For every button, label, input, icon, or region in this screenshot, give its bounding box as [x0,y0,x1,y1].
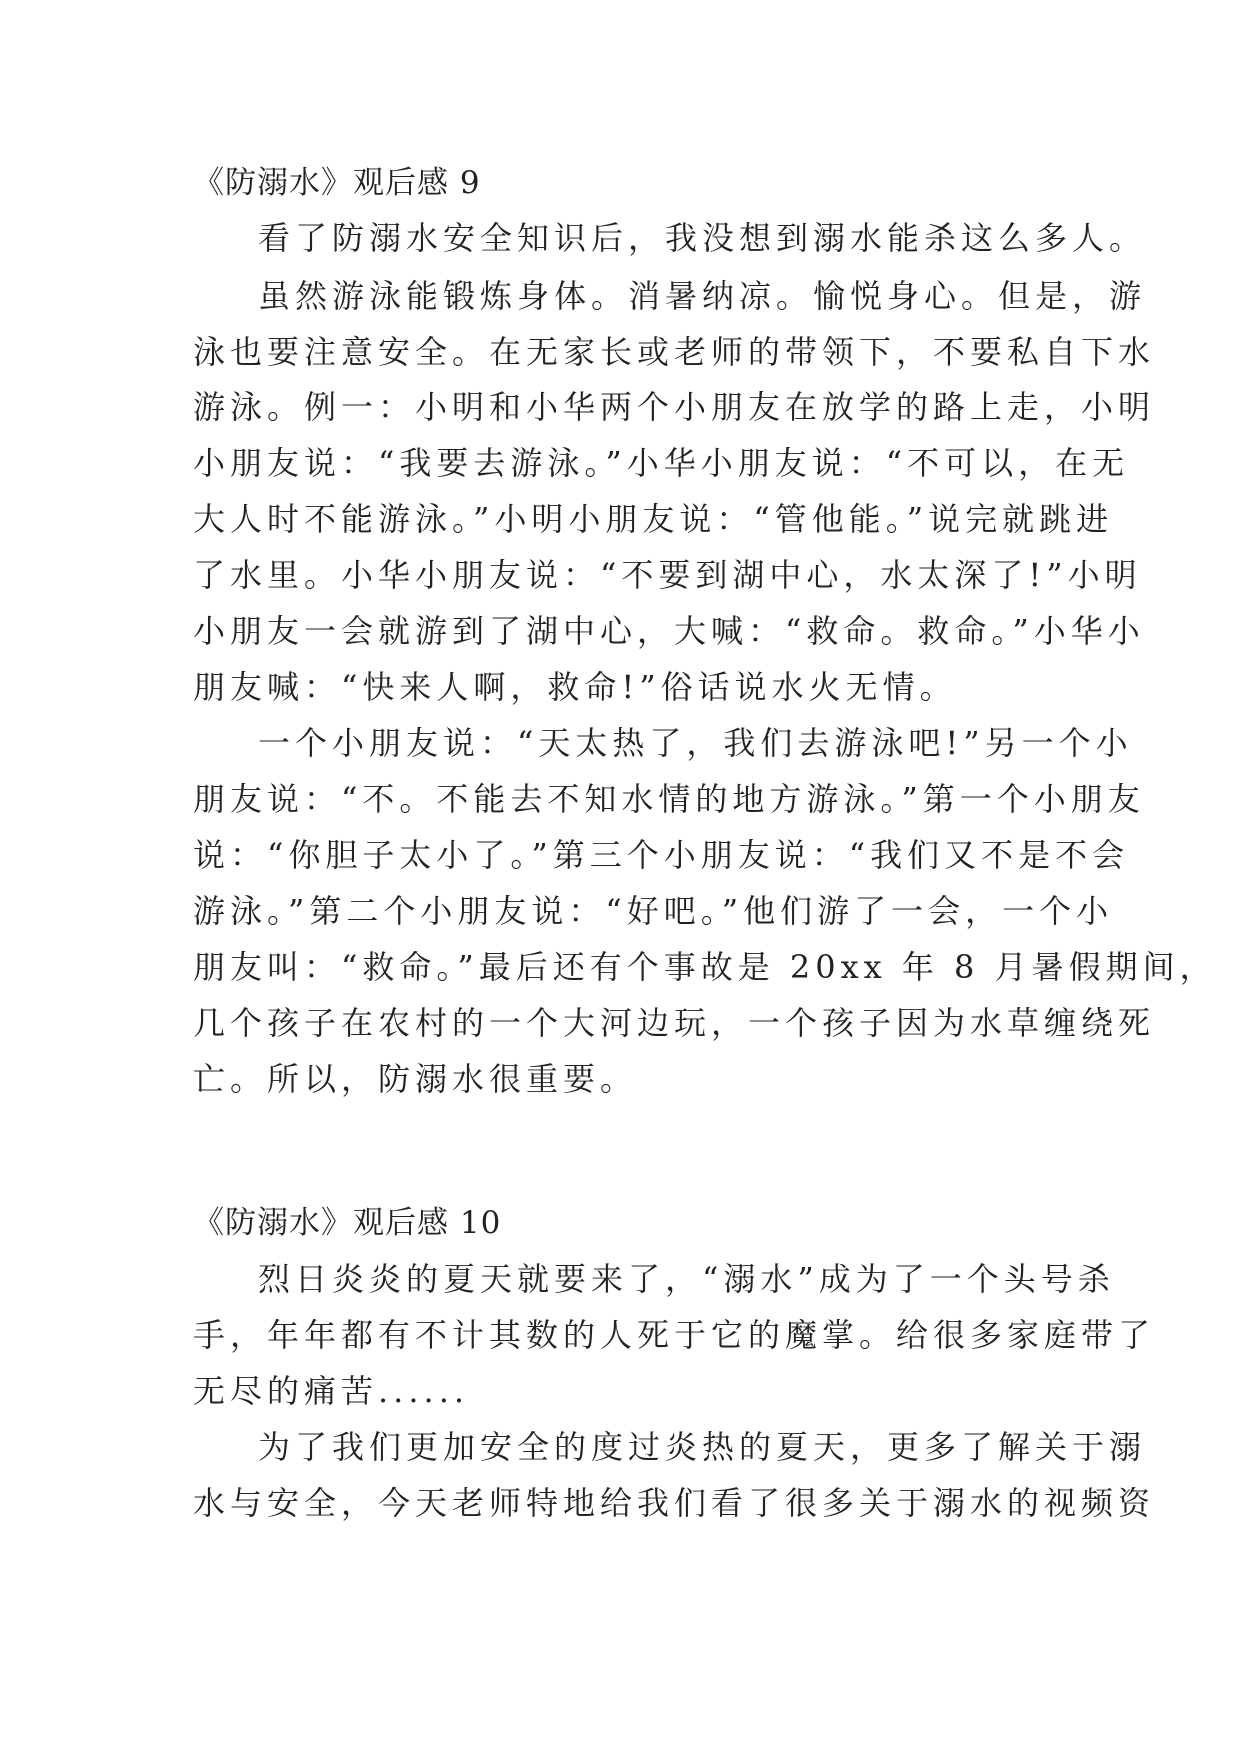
paragraph-line: 大人时不能游泳。”小明小朋友说：“管他能。”说完就跳进 [193,500,1114,538]
paragraph-line: 水与安全，今天老师特地给我们看了很多关于溺水的视频资 [193,1484,1156,1522]
paragraph-line: 小朋友一会就游到了湖中心，大喊：“救命。救命。”小华小 [193,612,1145,650]
section-title-10: 《防溺水》观后感 10 [193,1205,502,1241]
paragraph-line: 小朋友说：“我要去游泳。”小华小朋友说：“不可以，在无 [193,444,1130,482]
paragraph-line: 为了我们更加安全的度过炎热的夏天，更多了解关于溺 [258,1428,1147,1466]
paragraph-line: 朋友说：“不。不能去不知水情的地方游泳。”第一个小朋友 [193,780,1145,818]
paragraph-line: 说：“你胆子太小了。”第三个小朋友说：“我们又不是不会 [193,836,1130,874]
paragraph-line: 朋友喊：“快来人啊，救命!”俗话说水火无情。 [193,668,957,706]
paragraph-line: 一个小朋友说：“天太热了，我们去游泳吧!”另一个小 [258,724,1133,762]
paragraph-line: 亡。所以，防溺水很重要。 [193,1060,638,1098]
paragraph-line: 几个孩子在农村的一个大河边玩，一个孩子因为水草缠绕死 [193,1004,1156,1042]
paragraph-line: 无尽的痛苦...... [193,1372,470,1410]
paragraph-line: 游泳。”第二个小朋友说：“好吧。”他们游了一会，一个小 [193,892,1114,930]
paragraph-line: 泳也要注意安全。在无家长或老师的带领下，不要私自下水 [193,333,1156,371]
paragraph-line: 看了防溺水安全知识后，我没想到溺水能杀这么多人。 [258,219,1147,257]
section-title-9: 《防溺水》观后感 9 [193,165,481,201]
paragraph-line: 烈日炎炎的夏天就要来了，“溺水”成为了一个头号杀 [258,1260,1115,1298]
paragraph-line: 朋友叫：“救命。”最后还有个事故是 20xx 年 8 月暑假期间， [193,948,1217,986]
paragraph-line: 手，年年都有不计其数的人死于它的魔掌。给很多家庭带了 [193,1316,1156,1354]
paragraph-line: 虽然游泳能锻炼身体。消暑纳凉。愉悦身心。但是，游 [258,277,1147,315]
paragraph-line: 了水里。小华小朋友说：“不要到湖中心，水太深了!”小明 [193,556,1142,594]
paragraph-line: 游泳。例一：小明和小华两个小朋友在放学的路上走，小明 [193,388,1156,426]
